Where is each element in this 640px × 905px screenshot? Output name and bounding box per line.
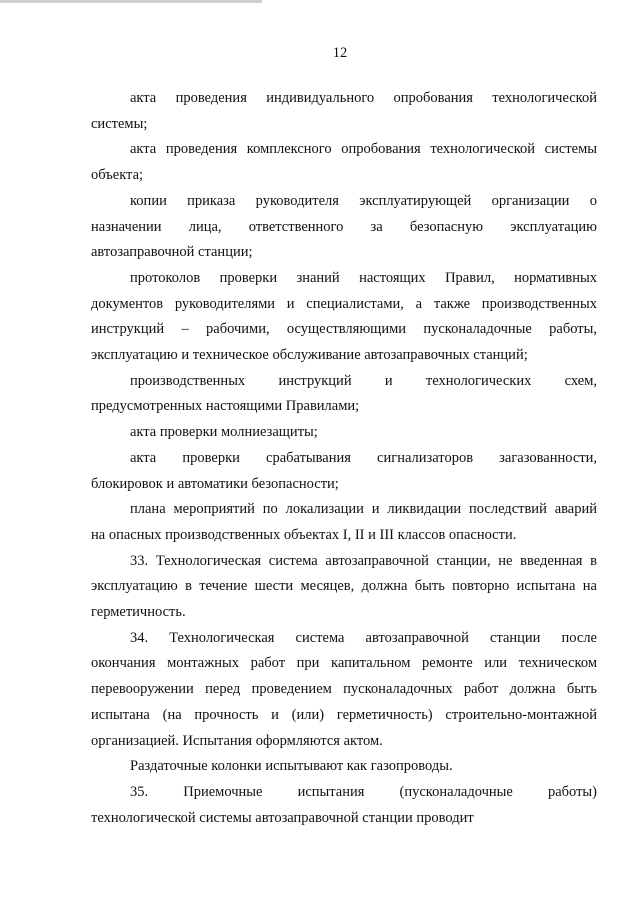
text-line: окончания монтажных работ при капитальном ремонте или техническом [91, 655, 597, 672]
text-line: блокировок и автоматики безопасности; [91, 475, 339, 492]
text-line: акта проверки срабатывания сигнализаторов загазованности, [130, 449, 597, 466]
paragraph [91, 137, 597, 188]
text-line: акта проведения комплексного опробования технологической системы [130, 141, 597, 158]
paragraph [91, 420, 597, 446]
paragraph [91, 549, 597, 626]
text-line: перевооружении перед проведением пусконаладочных работ должна быть [91, 681, 597, 698]
scan-edge-line [0, 0, 262, 3]
text-line: 34. Технологическая система автозаправочной станции после [130, 629, 597, 646]
paragraph [91, 266, 597, 369]
page-number: 12 [332, 45, 348, 61]
text-line: акта проведения индивидуального опробования технологической [130, 90, 597, 106]
text-line: технологической системы автозаправочной станции проводит [91, 809, 474, 826]
text-line: автозаправочной станции; [91, 244, 253, 261]
document-body [91, 86, 597, 831]
text-line: назначении лица, ответственного за безопасную эксплуатацию [91, 218, 597, 235]
text-line: акта проверки молниезащиты; [130, 424, 318, 441]
text-line: испытана (на прочность и (или) герметичность) строительно-монтажной [91, 706, 597, 723]
text-line: предусмотренных настоящими Правилами; [91, 398, 360, 415]
text-line: эксплуатацию и техническое обслуживание автозаправочных станций; [91, 347, 528, 364]
text-line: копии приказа руководителя эксплуатирующей организации о [130, 192, 597, 209]
text-line: протоколов проверки знаний настоящих Правил, нормативных [130, 269, 597, 286]
text-line: организацией. Испытания оформляются актом. [91, 732, 383, 749]
paragraph [91, 369, 597, 420]
paragraph [91, 189, 597, 266]
text-line: объекта; [91, 167, 144, 184]
paragraph [91, 754, 597, 780]
text-line: плана мероприятий по локализации и ликвидации последствий аварий [130, 501, 597, 518]
text-line: системы; [91, 115, 148, 132]
text-line: Раздаточные колонки испытывают как газопроводы. [130, 758, 453, 775]
paragraph [91, 626, 597, 755]
text-line: герметичность. [91, 604, 186, 621]
text-line: 33. Технологическая система автозаправочной станции, не введенная в [130, 552, 597, 569]
text-line: производственных инструкций и технологических схем, [130, 372, 597, 389]
text-line: документов руководителями и специалистами, а также производственных [91, 295, 597, 312]
text-line: эксплуатацию в течение шести месяцев, должна быть повторно испытана на [91, 578, 597, 595]
paragraph [91, 497, 597, 548]
text-line: 35. Приемочные испытания (пусконаладочные работы) [130, 783, 597, 800]
paragraph [91, 780, 597, 831]
text-line: на опасных производственных объектах I, II и III классов опасности. [91, 526, 517, 543]
paragraph [91, 86, 597, 137]
text-line: инструкций – рабочими, осуществляющими пусконаладочные работы, [91, 321, 597, 338]
paragraph [91, 446, 597, 497]
